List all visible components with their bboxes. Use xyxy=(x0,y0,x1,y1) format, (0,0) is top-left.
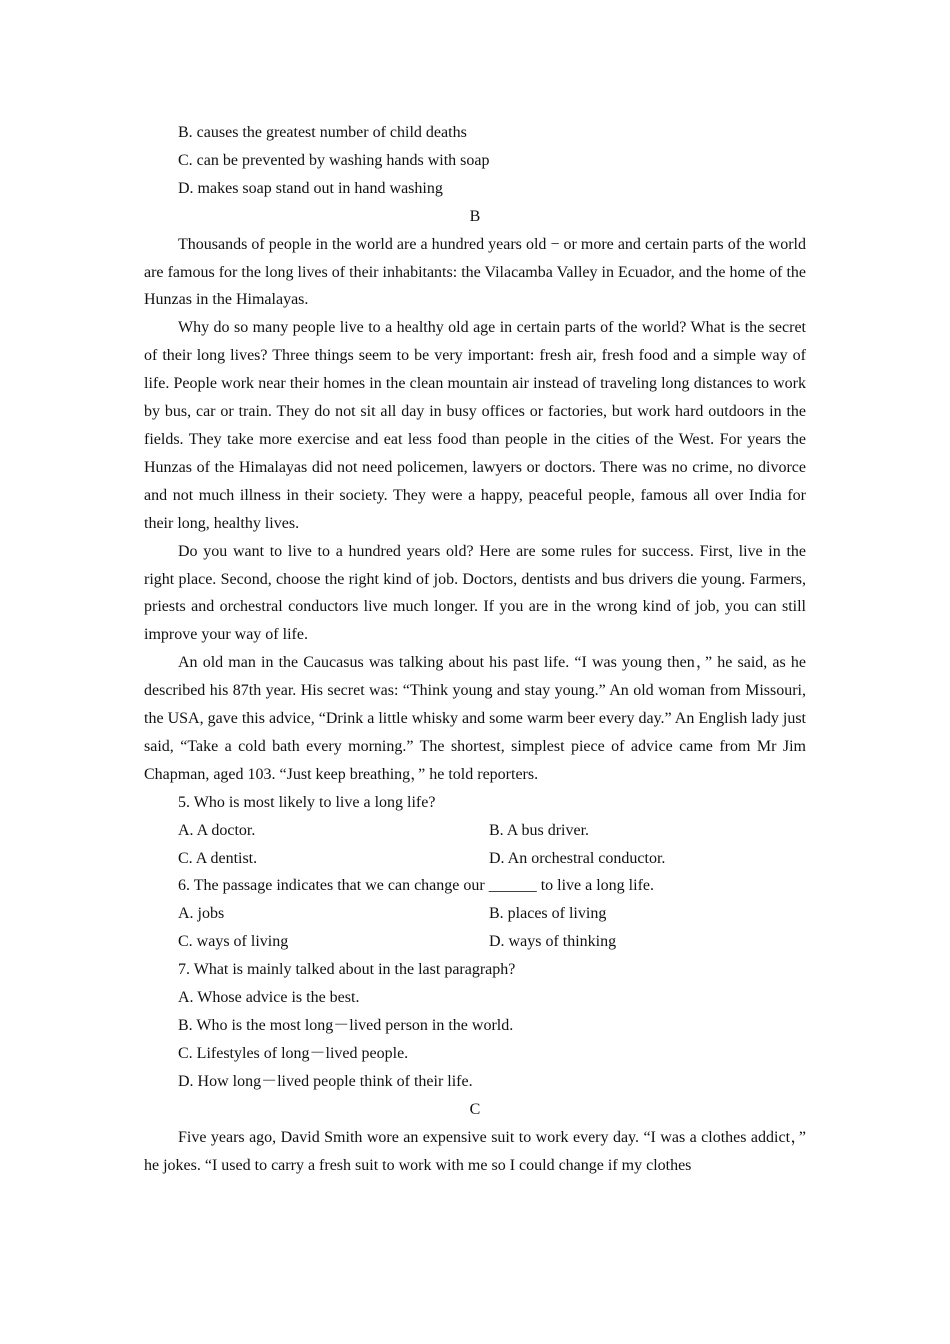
question-7-option-d: D. How long－lived people think of their life. xyxy=(178,1072,473,1090)
question-6-options-row-2 xyxy=(144,928,806,956)
question-7-option-a: A. Whose advice is the best. xyxy=(178,989,360,1007)
question-7-option-c: C. Lifestyles of long－lived people. xyxy=(178,1044,409,1062)
section-heading-c: C xyxy=(469,1100,481,1118)
question-6-option-d: D. ways of thinking xyxy=(489,933,617,951)
passage-b-paragraph-1: Thousands of people in the world are a hundred years old − or more and certain parts of the world are famous for the long lives of their inhabitants: the Vilacamba Valley in Ecuador, and the home of the Hunzas in the Himalayas. xyxy=(144,235,806,309)
question-5-options-row-2 xyxy=(144,845,806,873)
question-6-stem: 6. The passage indicates that we can change our ______ to live a long life. xyxy=(178,877,654,895)
question-5-option-c: C. A dentist. xyxy=(178,849,258,867)
section-heading-b: B xyxy=(469,207,481,225)
question-7-stem: 7. What is mainly talked about in the last paragraph? xyxy=(178,961,516,979)
question-6-options-row-1 xyxy=(144,900,806,928)
prev-option-d: D. makes soap stand out in hand washing xyxy=(178,179,443,197)
prev-option-c: C. can be prevented by washing hands with soap xyxy=(178,151,490,169)
passage-b-paragraph-4: An old man in the Caucasus was talking about his past life. “I was young then，” he said, as he described his 87th year. His secret was: “Think young and stay young.” An old woman from Missouri, the USA, gave this advice, “Drink a little whisky and some warm beer every day.” An English lady just said, “Take a cold bath every morning.” The shortest, simplest piece of advice came from Mr Jim Chapman, aged 103. “Just keep breathing，” he told reporters. xyxy=(144,654,806,783)
document-page xyxy=(144,119,806,1179)
question-5-option-a: A. A doctor. xyxy=(178,821,256,839)
passage-b-paragraph-3: Do you want to live to a hundred years old? Here are some rules for success. First, live in the right place. Second, choose the right kind of job. Doctors, dentists and bus drivers die young. Farmers, priests and orchestral conductors live much longer. If you are in the wrong kind of job, you can still improve your way of life. xyxy=(144,542,806,644)
passage-b-paragraph-2: Why do so many people live to a healthy old age in certain parts of the world? What is the secret of their long lives? Three things seem to be very important: fresh air, fresh food and a simple way of life. People work near their homes in the clean mountain air instead of traveling long distances to work by bus, car or train. They do not sit all day in busy offices or factories, but work hard outdoors in the fields. They take more exercise and eat less food than people in the cities of the West. For years the Hunzas of the Himalayas did not need policemen, lawyers or doctors. There was no crime, no divorce and not much illness in their society. They were a happy, peaceful people, famous all over India for their long, healthy lives. xyxy=(144,319,806,532)
question-5-options-row-1 xyxy=(144,817,806,845)
question-6-option-b: B. places of living xyxy=(489,905,607,923)
question-6-option-c: C. ways of living xyxy=(178,933,289,951)
question-5-stem: 5. Who is most likely to live a long life? xyxy=(178,793,436,811)
question-7-option-b: B. Who is the most long－lived person in the world. xyxy=(178,1017,514,1034)
question-5-option-b: B. A bus driver. xyxy=(489,821,590,839)
question-6-option-a: A. jobs xyxy=(178,905,225,923)
passage-c-paragraph-1: Five years ago, David Smith wore an expensive suit to work every day. “I was a clothes addict，” he jokes. “I used to carry a fresh suit to work with me so I could change if my clothes xyxy=(144,1128,806,1174)
question-5-option-d: D. An orchestral conductor. xyxy=(489,849,666,867)
prev-option-b: B. causes the greatest number of child deaths xyxy=(178,124,467,141)
